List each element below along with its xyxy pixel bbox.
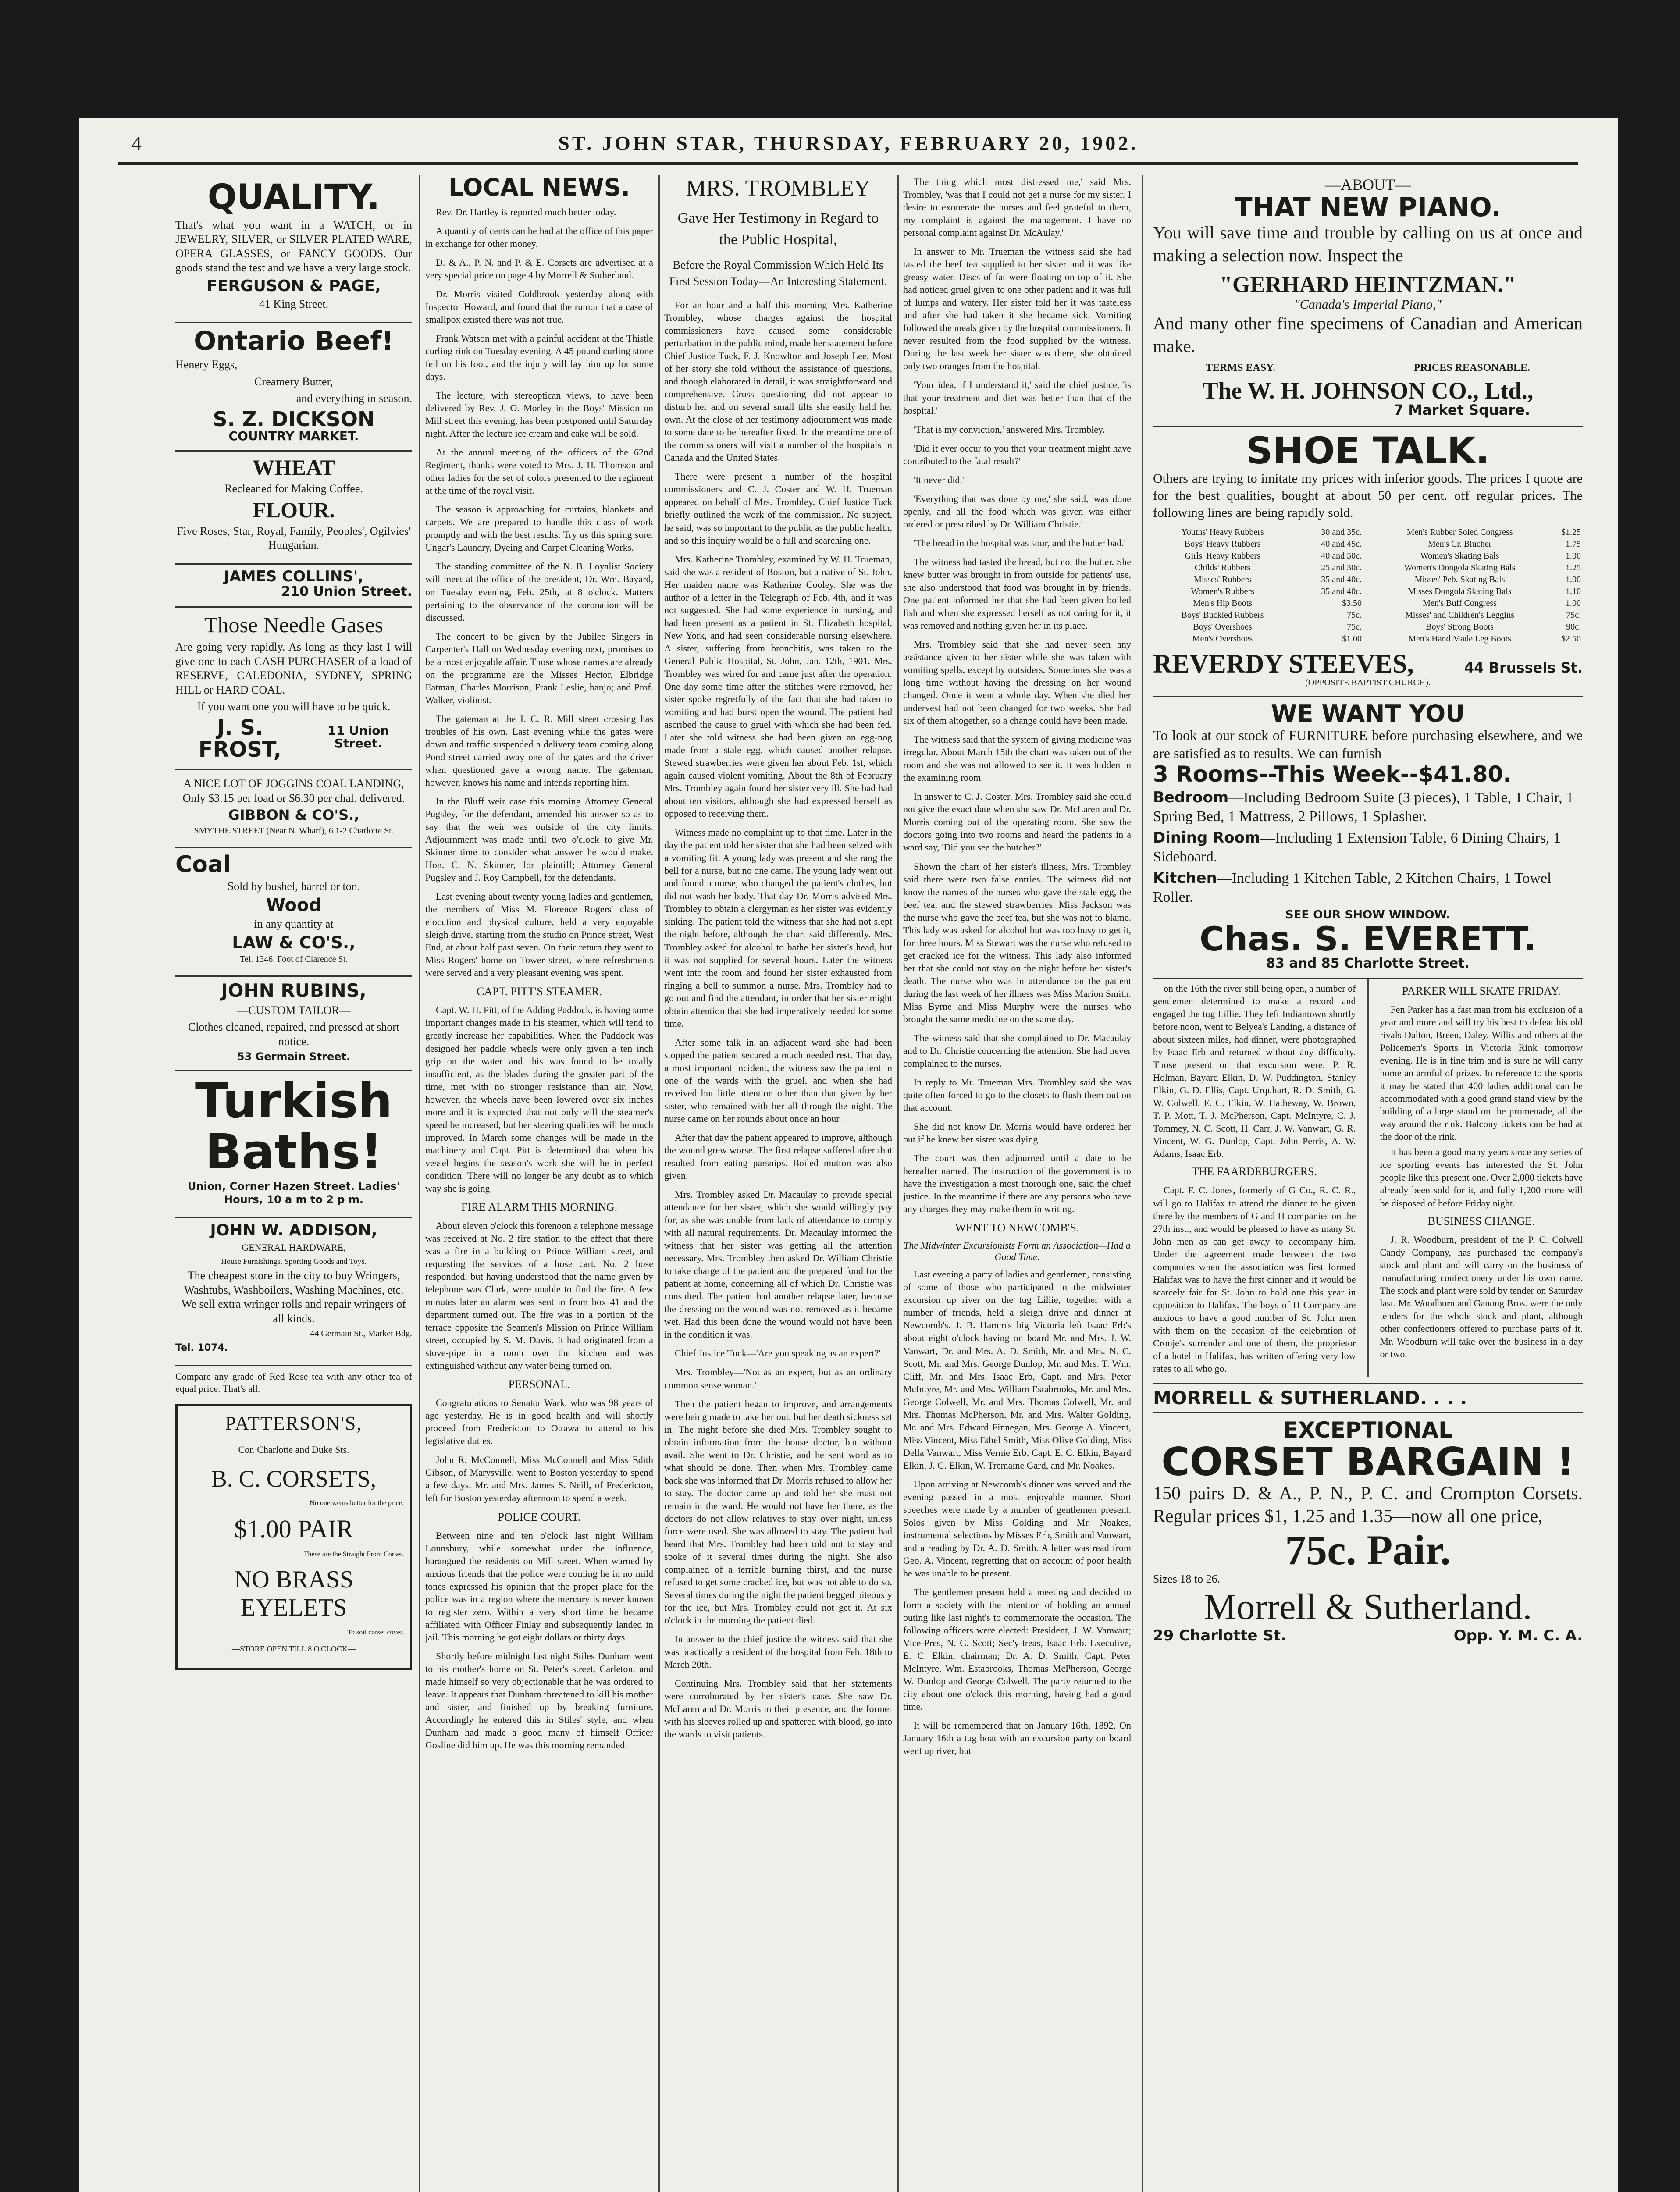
article-heading: BUSINESS CHANGE.: [1427, 1214, 1535, 1228]
ad-steeves-shoes: [1153, 427, 1583, 697]
ad-text: Union, Corner Hazen Street. Ladies' Hours, 10 a m to 2 p m.: [187, 1180, 400, 1206]
price-row: [1372, 621, 1583, 633]
ad-text: Are going very rapidly. As long as they last I will give one to each CASH PURCHASER of a load of RESERVE, CALEDONIA, SYDNEY, SPRING HILL or HARD COAL.: [175, 641, 412, 696]
article-heading: PERSONAL.: [508, 1378, 570, 1391]
article-heading: CAPT. PITT'S STEAMER.: [477, 985, 602, 998]
page-number: 4: [132, 132, 142, 154]
article-paragraph: 'That is my conviction,' answered Mrs. Trombley.: [914, 423, 1105, 435]
room-contents: —Including 1 Extension Table, 6 Dining Chairs, 1 Sideboard.: [1153, 830, 1561, 865]
article-paragraph: There were present a number of the hospital commissioners and C. J. Coster and W. H. Trueman appeared on behalf of Mrs. Trombley. Chief Justice Tuck briefly outlined the work of the commission. No subject, he said, was so important to the public as the public health, and so this inquiry would be a full and searching one.: [664, 471, 892, 546]
room-contents: —Including Bedroom Suite (3 pieces), 1 Table, 1 Chair, 1 Spring Bed, 1 Mattress, 2 Pillows, 1 Splasher.: [1153, 790, 1574, 825]
article-paragraph: About eleven o'clock this forenoon a telephone message was received at No. 2 fire station to the effect that there was a fire in a building on Prince William street, and requesting the services of a hose cart. No. 2 hose responded, but having understood that the name given by telephone was Clark, were unable to find the fire. A few minutes later an alarm was sent in from box 41 and the department turned out. The fire was in a portion of the terrace opposite the Seamen's Mission on Prince William street, occupied by S. M. Davis. It had originated from a stove-pipe in a room over the kitchen and was extinguished without any water being turned on.: [425, 1220, 653, 1371]
price-value: $2.50: [1561, 634, 1581, 644]
price-item: Childs' Rubbers: [1194, 563, 1251, 573]
article-deck: Gave Her Testimony in Regard to the Public Hospital,: [677, 210, 879, 248]
ads-column-left: [175, 175, 412, 1679]
price-item: Women's Skating Bals: [1420, 551, 1499, 561]
ad-gibbon: [175, 770, 412, 848]
trombley-article-column: [664, 175, 892, 1747]
price-item: Women's Rubbers: [1191, 587, 1254, 597]
price-row: [1372, 550, 1583, 562]
ad-advertiser: LAW & CO'S.,: [232, 932, 356, 952]
trombley-continued-column: [903, 175, 1131, 1763]
furniture-room: [1153, 829, 1583, 866]
article-paragraph: 'It never did.': [914, 474, 964, 485]
price-value: 90c.: [1566, 622, 1581, 632]
price-value: 1.10: [1566, 587, 1581, 597]
price-row: [1153, 550, 1363, 562]
ad-address: Cor. Charlotte and Duke Sts.: [238, 1444, 349, 1455]
article-paragraph: In reply to Mr. Trueman Mrs. Trombley said she was quite often forced to go to the closets to flush them out on that account.: [903, 1077, 1131, 1114]
price-value: $1.00: [1342, 634, 1362, 644]
ad-advertiser: Morrell & Sutherland.: [1203, 1586, 1532, 1627]
column-divider: [658, 175, 660, 2192]
ad-headline: EXCEPTIONAL: [1283, 1417, 1453, 1443]
ad-address: 44 Germain St., Market Bdg.: [310, 1329, 412, 1338]
ad-headline: Turkish: [195, 1073, 393, 1129]
price-item: Men's Buff Congress: [1423, 598, 1497, 608]
price-row: [1372, 598, 1583, 609]
price-item: Girls' Heavy Rubbers: [1185, 551, 1260, 561]
ad-address: 83 and 85 Charlotte Street.: [1266, 955, 1470, 971]
ad-address: 53 Germain Street.: [237, 1050, 351, 1063]
price-value: 1.00: [1566, 575, 1581, 585]
article-paragraph: Fen Parker has a fast man from his exclusion of a year and more and will try his best to defeat his old rivals Dalton, Breen, Daley, Willis and others at the Policemen's Sports in Victoria Rink tomorrow evening. He is in fine trim and is sure he will carry home an armful of prizes. In reference to the sports it may be stated that 400 ladies additional can be accommodated with a good grand stand view by the building of a large stand on the promenade, all the way around the rink. Balcony tickets can be had at the door of the rink.: [1380, 1004, 1583, 1142]
ad-headline: Ontario Beef!: [194, 326, 394, 357]
article-paragraph: Between nine and ten o'clock last night William Lounsbury, while somewhat under the influence, harangued the residents on Mill street. When warned by anxious friends that the police were coming he in no mild tones expressed his opinion that the proper place for the police was in a region where the mercury is never known to register zero. Within a very short time he became affiliated with Officer Finlay and subsequently landed in jail. This morning he got eight dollars or thirty days.: [425, 1530, 653, 1643]
price-row: [1153, 586, 1363, 598]
ad-subtitle: Sizes 18 to 26.: [1153, 1572, 1221, 1585]
furniture-room: [1153, 788, 1583, 826]
news-right-subcolumn: [1380, 979, 1583, 1377]
masthead: [79, 118, 1618, 171]
ad-headline: Those Needle Gases: [204, 612, 384, 637]
ad-item: Henery Eggs,: [175, 358, 238, 371]
price-row: [1153, 621, 1363, 633]
ad-advertiser: PATTERSON'S,: [225, 1412, 363, 1434]
ad-price: 75c. Pair.: [1285, 1526, 1451, 1573]
article-paragraph: 'The bread in the hospital was sour, and the butter bad.': [914, 537, 1126, 548]
ad-tagline: "Canada's Imperial Piano,": [1294, 297, 1442, 312]
news-item: Rev. Dr. Hartley is reported much better today.: [436, 206, 616, 217]
price-row: [1372, 527, 1583, 538]
price-item: Men's Rubber Soled Congress: [1406, 527, 1513, 537]
ad-advertiser: J. S. FROST,: [198, 715, 281, 762]
ad-text: That's what you want in a WATCH, or in JEWELRY, SILVER, or SILVER PLATED WARE, OPERA GLASSES, or FANCY GOODS. Our goods stand the test and we have a very large stock.: [175, 218, 412, 274]
article-paragraph: John R. McConnell, Miss McConnell and Miss Edith Gibson, of Marysville, went to Boston yesterday to spend a few days. Mr. and Mrs. James S. Neill, of Fredericton, left for Boston yesterday afternoon to spend a week.: [425, 1454, 653, 1504]
price-value: 40 and 45c.: [1321, 539, 1362, 549]
price-value: 1.75: [1566, 539, 1581, 549]
ad-headline: SHOE TALK.: [1246, 429, 1490, 472]
ad-address: 29 Charlotte St.: [1153, 1626, 1287, 1644]
section-heading: LOCAL NEWS.: [448, 175, 630, 201]
room-name: Kitchen: [1153, 869, 1217, 887]
column-divider: [897, 175, 899, 2192]
article-paragraph: 'Everything that was done by me,' she said, 'was done openly, and all the food which was given was either ordered or prescribed by Dr. William Christie.': [903, 493, 1131, 530]
column-divider: [419, 175, 420, 2192]
price-row: [1372, 562, 1583, 574]
ad-advertiser: MORRELL & SUTHERLAND. . . .: [1153, 1388, 1583, 1413]
ad-advertiser: S. Z. DICKSON: [213, 407, 375, 431]
price-row: [1153, 609, 1363, 621]
ad-text: And many other fine specimens of Canadian and American make.: [1153, 313, 1583, 356]
article-heading: PARKER WILL SKATE FRIDAY.: [1402, 985, 1561, 998]
price-list-left: [1153, 527, 1363, 645]
article-paragraph: Upon arriving at Newcomb's dinner was served and the evening passed in a most enjoyable manner. Short speeches were made by a number of gentlemen present. Solos given by Miss Golding and Mr. Noakes, instrumental selections by Misses Erb, Smith and Vanwart, and a reading by Dr. A. D. Smith. A letter was read from Geo. A. Vincent, regretting that on account of poor health he was unable to be present.: [903, 1478, 1131, 1579]
article-paragraph: Congratulations to Senator Wark, who was 98 years of age yesterday. He is in good health and will shortly proceed from Fredericton to Ottawa to attend to his legislative duties.: [425, 1397, 653, 1447]
price-value: $1.25: [1561, 527, 1581, 537]
masthead-rule: [118, 162, 1578, 165]
ad-advertiser: GIBBON & CO'S.,: [228, 807, 359, 824]
ad-price: $1.00 PAIR: [234, 1514, 353, 1543]
ad-text: To soil corset cover.: [347, 1628, 404, 1636]
ad-footer: —STORE OPEN TILL 8 O'CLOCK—: [232, 1644, 356, 1653]
ad-text: If you want one you will have to be quick.: [197, 700, 391, 713]
ad-morrell-sutherland: [1153, 1384, 1583, 1651]
news-item: In the Bluff weir case this morning Attorney General Pugsley, for the defendant, amended his answer so as to say that the weir was outside of the city limits. Adjournment was made until two o'clock to give Mr. Skinner time to consider what answer he would make. Hon. C. N. Skinner, for plaintiff; Attorney General Pugsley and J. Roy Campbell, for the defendants.: [425, 795, 653, 883]
column-divider: [1142, 175, 1143, 2192]
article-paragraph: Shortly before midnight last night Stiles Dunham went to his mother's home on St. Peter's street, Carleton, and made himself so very objectionable that he was ordered to leave. It appears that Dunham threatened to kill his mother and sister, and finished up by breaking furniture. Accordingly he entered this in Stiles' style, and when Dunham had made a good many of himself Officer Gosline did him up. He was this morning remanded.: [425, 1650, 653, 1751]
ad-headline: Coal: [175, 851, 231, 878]
article-paragraph: After some talk in an adjacent ward she had been stopped the patient secured a much needed rest. That day, a most important incident, the witness saw the patient in one of the wards with the gruel, and when she had received but little attention other than that given by her sister, who remained with her all through the night. The nurse came on her rounds about once an hour.: [664, 1036, 892, 1124]
price-row: [1372, 574, 1583, 586]
article-paragraph: After that day the patient appeared to improve, although the wound grew worse. The first relapse suffered after that resulted from eating parsnips. Boiled mutton was also given.: [664, 1132, 892, 1181]
article-paragraph: Mrs. Trombley—'Not as an expert, but as an ordinary common sense woman.': [664, 1366, 892, 1391]
ad-subtitle: COUNTRY MARKET.: [228, 428, 359, 443]
ad-subtitle: —CUSTOM TAILOR—: [237, 1003, 351, 1017]
article-paragraph: The witness had tasted the bread, but not the butter. She knew butter was brought in from outside for patients' use, she also understood that food was brought in by friends. One patient informed her that she had been given boiled fish and when she expressed herself as not caring for it, it was removed and nothing given her in its place.: [903, 556, 1131, 631]
news-item: A quantity of cents can be had at the office of this paper in exchange for other money.: [425, 225, 653, 249]
furniture-room: [1153, 869, 1583, 907]
ad-subtitle: GENERAL HARDWARE,: [242, 1242, 346, 1253]
ad-headline: NO BRASS EYELETS: [234, 1566, 354, 1621]
ad-text: To look at our stock of FURNITURE before purchasing elsewhere, and we are satisfied as to results. We can furnish: [1153, 727, 1583, 762]
ad-headline: WE WANT YOU: [1271, 700, 1465, 728]
ad-prices: PRICES REASONABLE.: [1413, 362, 1530, 374]
price-item: Boys' Buckled Rubbers: [1181, 610, 1264, 620]
price-row: [1153, 562, 1363, 574]
price-value: 35 and 40c.: [1321, 587, 1362, 597]
article-headline: MRS. TROMBLEY: [686, 176, 871, 201]
ad-item: and everything in season.: [296, 392, 412, 405]
article-deck: The Midwinter Excursionists Form an Association—Had a Good Time.: [904, 1240, 1131, 1263]
ad-offer: 3 Rooms--This Week--$41.80.: [1153, 761, 1512, 787]
ad-brand: "GERHARD HEINTZMAN.": [1220, 272, 1516, 297]
ad-headline: QUALITY.: [207, 178, 380, 217]
article-paragraph: Witness made no complaint up to that time. Later in the day the patient told her sister that she had been seized with a vomiting fit. A young lady was present and she rang the bell for a nurse, but no one came. The young lady went out and found a nurse, who changed the patient's clothes, but did not wash her body. That day Dr. Morris advised Mrs. Trombley to obtain a clergyman as her sister was evidently sinking. The patient told the witness that she had not slept the night before, although the chart said differently. Mrs. Trombley asked for alcohol to bathe her sister's head, but it was not supplied for several hours. Later the witness went into the room and found her sister exhausted from ringing a bell to summon a nurse. Mrs. Trombley had to go out and find the attendant, in order that her sister might obtain attention that she had imperatively needed for some time.: [664, 827, 892, 1029]
article-paragraph: For an hour and a half this morning Mrs. Katherine Trombley, whose charges against the hospital commissioners have caused some considerable perturbation in the public mind, made her statement before Chief Justice Tuck, F. J. Knowlton and Joseph Lee. Most of her story she told without the assistance of questions, and though elaborated in detail, it was straightforward and comprehensive. Cross questioning did not appear to disturb her and on several small tilts she easily held her own. At the close of her testimony adjournment was made to some date to be hereafter fixed. In the meantime one of the commissioners will visit a number of the hospitals in Canada and the United States.: [664, 299, 892, 463]
article-paragraph: Then the patient began to improve, and arrangements were being made to take her out, but her death sickness set in. The night before she died Mrs. Trombley sought to obtain information from the house doctor, but without avail. She went to Dr. Christie, and he sent word as to what should be done. Then when Mrs. Trombley came back she was informed that Dr. Morris refused to allow her to stay. The doctor came up and told her she must not remain in the ward. He would not have her there, as the doctors do not allow relatives to stay over night, unless force were used. She was allowed to stay. The patient had heard that Mrs. Trombley had been told not to stay and spoke of it several times during the night. She also complained of a terrible burning thirst, and the nurse refused to get some cracked ice, but was not able to do so. Several times during the night the patient begged piteously for the ice, but Mrs. Trombley could not get it. At six o'clock in the morning the patient died.: [664, 1398, 892, 1626]
room-name: Bedroom: [1153, 789, 1229, 807]
price-item: Misses' Rubbers: [1194, 575, 1251, 585]
article-paragraph: The court was then adjourned until a date to be hereafter named. The instruction of the government is to have the investigation a most thorough one, said the chief justice. In the meantime if there are any persons who have any charges they may make them in writing.: [903, 1153, 1131, 1215]
ad-text: Clothes cleaned, repaired, and pressed at short notice.: [188, 1021, 400, 1048]
article-paragraph: Mrs. Trombley said that she had never seen any assistance given to her sister while she was taken with vomiting spells, except by outsiders. Sometimes she was a long time without having the dressing on her wound changed. Once it went a whole day. When she died her undervest had not been changed for two weeks. She had six of them altogether, so a change could have been made.: [903, 639, 1131, 726]
article-paragraph: Continuing Mrs. Trombley said that her statements were corroborated by her sister's case. She saw Dr. McLaren and Dr. Morris in their presence, and the former with his sleeves rolled up and spattered with blood, go into the wards to visit patients.: [664, 1678, 892, 1740]
article-heading: WENT TO NEWCOMB'S.: [955, 1221, 1079, 1235]
price-value: 1.25: [1566, 563, 1581, 573]
article-paragraph: 'Your idea, if I understand it,' said the chief justice, 'is that your treatment and diet was better than that of the hospital.': [903, 379, 1131, 416]
article-paragraph: Capt. F. C. Jones, formerly of G Co., R. C. R., will go to Halifax to attend the dinner to be given there by the members of G and H companies on the 27th inst., and would be pleased to have as many St. John men as can get away to accompany him. Under the agreement made between the two companies when the association was first formed Halifax was to have the first dinner and it would be scarcely fair for St. John to hold one this year in opposition to Halifax. The boys of H Company are anxious to have a good number of St. John men with them on the occasion of the celebration of Cronje's surrender and one of them, the proprietor of a hotel in Halifax, has written offering very low rates to all who go.: [1153, 1185, 1356, 1374]
article-paragraph: The witness said that she complained to Dr. Macaulay and to Dr. Christie concerning the attention. She had never complained to the nurses.: [903, 1032, 1131, 1069]
ad-advertiser: JOHN RUBINS,: [221, 980, 367, 1002]
ad-text: You will save time and trouble by calling on us at once and making a selection now. Inspect the: [1153, 223, 1583, 265]
ad-text: No one wears better for the price.: [310, 1499, 404, 1507]
ad-text: Sold by bushel, barrel or ton.: [227, 879, 360, 893]
price-item: Men's Hip Boots: [1193, 598, 1252, 608]
article-heading: POLICE COURT.: [498, 1510, 581, 1523]
news-item: At the annual meeting of the officers of the 62nd Regiment, thanks were voted to Mrs. J. H. Thomson and other ladies for the set of colors presented to the regiment at the time of the royal visit.: [425, 447, 653, 496]
price-item: Misses Dongola Skating Bals: [1408, 587, 1512, 597]
article-paragraph: Last evening a party of ladies and gentlemen, consisting of some of those who participated in the midwinter excursion up river on the tug Lillie, together with a number of friends, held a sleigh drive and dinner at Newcomb's. J. B. Hamm's big Victoria left Isaac Erb's about eight o'clock having on board Mr. and Mrs. J. W. Vanwart, Dr. and Mrs. A. D. Smith, Mr. and Mrs. N. C. Scott, Mr. and Mrs. George Dunlop, Mr. and Mrs. T. Wm. Cliff, Mr. and Mrs. Isaac Erb, Capt. and Mrs. Peter McIntyre, Mr. and Mrs. William Estabrooks, Mr. and Mrs. George Colwell, Mr. and Mrs. Thomas Colwell, Mr. and Mrs. Thomas McPherson, Mr. and Mrs. Walter Golding, Mr. and Mrs. Edward Finnegan, Mrs. George A. Vincent, Miss Vincent, Miss Ethel Smith, Miss Olive Golding, Miss Della Vanwart, Miss Vernie Erb, Capt. E. C. Elkin, Bayard Elkin, J. G. Elkin, W. Tremaine Gard, and Mr. Noakes.: [903, 1269, 1131, 1471]
ad-item: Creamery Butter,: [254, 375, 333, 388]
news-item: Dr. Morris visited Coldbrook yesterday along with Inspector Howard, and found that the rumor that a case of smallpox existed there was not true.: [425, 288, 653, 325]
ad-law-coal: [175, 848, 412, 977]
price-item: Boys' Overshoes: [1193, 622, 1252, 632]
ad-address: 7 Market Square.: [1393, 402, 1530, 419]
ad-phone: Tel. 1074.: [175, 1342, 228, 1353]
price-item: Boys' Heavy Rubbers: [1184, 539, 1261, 549]
price-row: [1153, 598, 1363, 609]
ad-advertiser: JOHN W. ADDISON,: [210, 1221, 377, 1240]
article-paragraph: The witness said that the system of giving medicine was irregular. About March 15th the chart was taken out of the room and she was not allowed to see it. It was hidden in the examining room.: [903, 734, 1131, 783]
ad-headline: Wood: [266, 895, 322, 916]
ad-subtitle: (OPPOSITE BAPTIST CHURCH).: [1305, 678, 1431, 688]
price-item: Boys' Strong Boots: [1426, 622, 1494, 632]
news-two-column-block: [1153, 979, 1583, 1384]
ad-headline: CORSET BARGAIN !: [1161, 1439, 1574, 1484]
article-paragraph: J. R. Woodburn, president of the P. C. Colwell Candy Company, has purchased the company's stock and plant and will carry on the business of manufacturing confectionery under his own name. The stock and plant were sold by tender on Saturday last. Mr. Woodburn and Ganong Bros. were the only tenders for the whole stock and plant, although other confectioners offered to purchase parts of it. Mr. Woodburn will take over the business in a day or two.: [1380, 1234, 1583, 1359]
price-row: [1372, 609, 1583, 621]
article-paragraph: Shown the chart of her sister's illness, Mrs. Trombley said there were two false entries. The witness did not know the names of the nurses who gave the stale egg, the beef tea, and the stewed strawberries. Miss Jackson was the nurse who gave the beef tea, but she was not to blame. This lady was asked for alcohol but was too busy to get it, for three hours. Miss Stewart was the nurse who refused to get cracked ice for the witness. This lady also informed her that she could not stay on the night before her sister's death. The nurse who was in attendance on the patient during the last week of her illness was Miss Marion Smith. Miss Byrne and Miss Murphy were the nurses who brought the same medicine on the same day.: [903, 861, 1131, 1025]
ad-advertiser: The W. H. JOHNSON CO., Ltd.,: [1202, 377, 1534, 404]
ad-johnson-piano: [1153, 175, 1583, 427]
price-row: [1372, 586, 1583, 598]
price-item: Misses' and Children's Leggins: [1405, 610, 1514, 620]
price-value: 1.00: [1566, 598, 1581, 608]
price-row: [1153, 538, 1363, 550]
ad-turkish-baths: [175, 1071, 412, 1218]
price-value: 75c.: [1347, 622, 1362, 632]
local-news-column: [425, 175, 653, 1758]
article-paragraph: on the 16th the river still being open, a number of gentlemen determined to make a record and engaged the tug Lillie. They left Indiantown shortly before noon, went to Belyea's Landing, a distance of about sixteen miles, had dinner, were photographed by Isaac Erb and returned without any difficulty. Those present on that excursion were: P. R. Holman, Bayard Elkin, D. W. Puddington, Stanley Elkin, G. D. Ellis, Capt. Urquhart, R. D. Smith, G. W. Colwell, E. C. Elkin, W. Hatheway, W. Brown, T. P. Mott, T. J. McPherson, Capt. McIntyre, C. J. Tommey, N. C. Scott, H. Carr, J. W. Vanwart, G. R. Vincent, W. G. Dunlop, Capt. John Perris, A. W. Adams, Isaac Erb.: [1153, 983, 1356, 1160]
ad-address: 210 Union Street.: [281, 584, 412, 599]
news-item: The concert to be given by the Jubilee Singers in Carpenter's Hall on Wednesday evening next, promises to be a most enjoyable affair. Those whose names are already on the programme are the Misses Hector, Elbridge Eatman, Charles Morrison, Frank Leslie, banjo; and Prof. Walker, violinist.: [425, 630, 653, 705]
newspaper-page: [79, 118, 1618, 2192]
price-row: [1372, 633, 1583, 645]
price-value: 75c.: [1347, 610, 1362, 620]
price-row: [1372, 538, 1583, 550]
price-row: [1153, 633, 1363, 645]
ad-ferguson-page: [175, 175, 412, 323]
newspaper-dateline: ST. JOHN STAR, THURSDAY, FEBRUARY 20, 1902.: [558, 132, 1139, 154]
article-paragraph: Mrs. Katherine Trombley, examined by W. H. Trueman, said she was a resident of Boston, but a native of St. John. Her maiden name was Katherine Cooley. She was the author of a letter in the Telegraph of Feb. 4th, and it was not suggested. She had some experience in nursing, and had been present as a patient in St. Elizabeth hospital, New York, and had seen considerable nursing elsewhere. A sister, suffering from bronchitis, was taken to the General Public Hospital, St. John, Jan. 12th, 1901. Mrs. Trombley was wired for and came just after the operation. One day some time after the stitches were removed, her sister spoke regretfully of the fact that she had taken to vomiting and had burst open the wound. The patient had ascribed the cause to gruel with which she had been fed. Later she told witness she had been given an egg-nog made from a stale egg, which caused another relapse. Stewed strawberries were given her about Feb. 1st, which again caused violent vomiting. About the 8th of February Mrs. Trombley again found her sister very ill. She had had about ten visitors, although she had expressed herself as opposed to receiving them.: [664, 553, 892, 819]
ad-text: Five Roses, Star, Royal, Family, Peoples', Ogilvies' Hungarian.: [177, 524, 411, 552]
ad-address: 44 Brussels St.: [1464, 659, 1583, 676]
ad-patterson: [175, 1404, 412, 1670]
price-value: 30 and 35c.: [1321, 527, 1362, 537]
ad-text: These are the Straight Front Corset.: [303, 1550, 404, 1558]
news-item: D. & A., P. N. and P. & E. Corsets are advertised at a very special price on page 4 by Morrell & Sutherland.: [425, 256, 653, 281]
news-item: The gateman at the I. C. R. Mill street crossing has troubles of his own. Last evening while the gates were down and traffic suspended a delivery team coming along Pond street carried away one of the gates and the driver when questioned gave a wrong name. The gateman, however, knows his name and intends reporting him.: [425, 713, 653, 788]
price-value: 40 and 50c.: [1321, 551, 1362, 561]
price-item: Men's Hand Made Leg Boots: [1408, 634, 1511, 644]
ad-text: Recleaned for Making Coffee.: [224, 482, 363, 495]
ad-address: SMYTHE STREET (Near N. Wharf), 6 1-2 Charlotte St.: [194, 826, 394, 836]
ad-text: The cheapest store in the city to buy Wringers, Washtubs, Washboilers, Washing Machines, etc. We sell extra wringer rolls and repair wringers of all kinds.: [182, 1269, 406, 1325]
price-item: Misses' Peb. Skating Bals: [1414, 575, 1505, 585]
ad-kicker: —ABOUT—: [1325, 176, 1411, 193]
ad-headline: THAT NEW PIANO.: [1234, 192, 1502, 223]
article-paragraph: It has been a good many years since any series of ice sporting events has interested the St. John people like this present one. Over 2,000 tickets have already been sold for it, and fully 1,200 more will be disposed of before Friday night.: [1380, 1146, 1583, 1209]
price-value: 75c.: [1566, 610, 1581, 620]
price-item: Youths' Heavy Rubbers: [1181, 527, 1264, 537]
ad-everett-furniture: [1153, 697, 1583, 979]
news-item: Frank Watson met with a painful accident at the Thistle curling rink on Tuesday evening. A 45 pound curling stone fell on his foot, and the injury will lay him up for some days.: [425, 332, 653, 382]
news-left-subcolumn: [1153, 979, 1356, 1377]
ad-advertiser: Chas. S. EVERETT.: [1199, 919, 1536, 958]
ad-advertiser: REVERDY STEEVES,: [1153, 649, 1414, 679]
price-item: Men's Cr. Blucher: [1427, 539, 1492, 549]
ad-subtitle: House Furnishings, Sporting Goods and Toys.: [221, 1256, 367, 1266]
price-row: [1153, 527, 1363, 538]
news-item: The standing committee of the N. B. Loyalist Society will meet at the office of the president, Dr. Wm. Bayard, on Tuesday evening, Feb. 25th, at 8 o'clock. Matters pertaining to the observance of the coronation will be discussed.: [425, 561, 653, 623]
ad-text: A NICE LOT OF JOGGINS COAL LANDING, Only $3.15 per load or $6.30 per chal. delivered.: [182, 777, 405, 804]
ads-column-right: [1153, 175, 1583, 1651]
article-paragraph: The thing which most distressed me,' said Mrs. Trombley, 'was that I could not get a nurse for my sister. I desire to exonerate the nurses and feel grateful to them, my complaint is against the management. I have no personal complaint against Dr. McAulay.': [903, 176, 1131, 238]
news-item: The season is approaching for curtains, blankets and carpets. We are prepared to handle this class of work promptly and with the best results. Try us this spring sure. Ungar's Laundry, Dyeing and Carpet Cleaning Works.: [425, 504, 653, 553]
ad-headline: Baths!: [205, 1123, 383, 1180]
ad-text: in any quantity at: [254, 918, 334, 931]
article-paragraph: She did not know Dr. Morris would have ordered her out if he knew her sister was dying.: [903, 1121, 1131, 1145]
article-paragraph: In answer to Mr. Trueman the witness said she had tasted the beef tea supplied to her sister and it was like greasy water. Discs of fat were floating on top of it. She had noticed gruel given to one other patient and it was full of lumps and watery. Her sister told her it was tasteless and after she had taken it she became sick. Vomiting followed the meals given by the hospital commissioners. It never resulted from the food supplied by the witness. During the last week her sister was there, she obtained only two oranges from the hospital.: [903, 246, 1131, 372]
price-item: Women's Dongola Skating Bals: [1404, 563, 1516, 573]
ad-collins: [175, 565, 412, 608]
room-name: Dining Room: [1153, 829, 1260, 847]
ad-dickson: [175, 323, 412, 452]
ad-address: 11 Union Street.: [327, 723, 389, 751]
price-row: [1153, 574, 1363, 586]
article-paragraph: 'Did it ever occur to you that your treatment might have contributed to the fatal result?': [903, 442, 1131, 466]
ad-headline: FLOUR.: [253, 498, 335, 523]
ad-landmark: Opp. Y. M. C. A.: [1453, 1626, 1583, 1644]
ad-address: Tel. 1346. Foot of Clarence St.: [239, 954, 348, 964]
ad-terms: TERMS EASY.: [1206, 362, 1276, 374]
ad-addison: [175, 1218, 412, 1366]
article-heading: FIRE ALARM THIS MORNING.: [461, 1200, 618, 1213]
article-paragraph: In answer to the chief justice the witness said that she was practically a resident of the hospital from Feb. 18th to March 20th.: [664, 1633, 892, 1670]
ad-frost: [175, 608, 412, 770]
price-value: $3.50: [1342, 598, 1362, 608]
ad-text: 150 pairs D. & A., P. N., P. C. and Crompton Corsets. Regular prices $1, 1.25 and 1.35—now all one price,: [1153, 1483, 1583, 1527]
ad-rubins: [175, 977, 412, 1071]
ad-wheat-flour: [175, 452, 412, 565]
news-item: Last evening about twenty young ladies and gentlemen, the members of Miss M. Florence Rogers' class of elocution and physical culture, held a very enjoyable sleigh drive, starting from the studio on Prince street, West End, at about half past seven. On their return they went to Miss Rogers' home on Tower street, where refreshments were served and a very pleasant evening was spent.: [425, 891, 653, 979]
price-value: 1.00: [1566, 551, 1581, 561]
ad-headline: B. C. CORSETS,: [211, 1465, 377, 1492]
price-item: Men's Overshoes: [1192, 634, 1253, 644]
ad-advertiser: FERGUSON & PAGE,: [206, 277, 381, 295]
ad-subtitle: SEE OUR SHOW WINDOW.: [1285, 908, 1451, 922]
ad-headline: WHEAT: [253, 455, 335, 480]
price-value: 25 and 30c.: [1321, 563, 1362, 573]
article-deck: Before the Royal Commission Which Held Its First Session Today—An Interesting Statement.: [669, 258, 887, 288]
ad-advertiser: JAMES COLLINS',: [224, 567, 364, 585]
article-paragraph: Capt. W. H. Pitt, of the Adding Paddock, is having some important changes made in his steamer, which will tend to greatly increase her capabilities. When the Paddock was designed her paddle wheels were only given a ten inch grip on the water and this was found to be totally insufficient, as the blades during the greater part of the time, met with no stronger resistance than air. Now, however, the wheels have been lowered over six inches more and it is expected that not only will the steamer's speed be increased, but her steering qualities will be much improved. In March some changes will be made in the machinery and Capt. Pitt is determined that when his vessel begins the season's work she will be in perfect condition. There will no longer be any doubt as to which way she is going.: [425, 1004, 653, 1194]
ad-text: Others are trying to imitate my prices with inferior goods. The prices I quote are for the best qualities, bought at about 50 per cent. off regular prices. The following lines are being rapidly sold.: [1153, 471, 1583, 520]
article-paragraph: The gentlemen present held a meeting and decided to form a society with the intention of holding an annual outing like last night's to commemorate the occasion. The following officers were elected: President, J. W. Vanwart; Vice-Pres, N. C. Scott; Sec'y-treas, Isaac Erb. Executive, E. C. Elkin, chairman; Dr. A. D. Smith, Capt. Peter McIntyre, Wm. Estabrooks, Thomas McPherson, George W. Dunlop and George Colwell. The party returned to the city about one o'clock this morning, having had a good time.: [903, 1587, 1131, 1712]
article-paragraph: It will be remembered that on January 16th, 1892, On January 16th a tug boat with an excursion party on board went up river, but: [903, 1720, 1131, 1757]
ad-address: 41 King Street.: [259, 297, 329, 310]
red-rose-notice: Compare any grade of Red Rose tea with any other tea of equal price. That's all.: [175, 1370, 412, 1394]
news-item: The lecture, with stereoptican views, to have been delivered by Rev. J. O. Morley in the Boys' Mission on Mill street this evening, has been postponed until Saturday night. After the lecture ice cream and cake will be sold.: [425, 390, 653, 439]
article-paragraph: Mrs. Trombley asked Dr. Macaulay to provide special attendance for her sister, which she would willingly pay for, as she was unable from lack of attendance to comply with all natural requirements. Dr. Macaulay informed the witness that her sister was getting all the attention necessary. Mrs. Trombley then asked Dr. William Christie to take charge of the patient and the prepared food for the patient at home, concerning all of which Dr. Christie was consulted. The patient had another relapse later, because the dressing on the wound was not removed as it became wet. Had this been done the wound would not have been in the condition it was.: [664, 1189, 892, 1340]
article-paragraph: Chief Justice Tuck—'Are you speaking as an expert?': [675, 1348, 881, 1359]
room-contents: —Including 1 Kitchen Table, 2 Kitchen Chairs, 1 Towel Roller.: [1153, 870, 1552, 905]
article-paragraph: In answer to C. J. Coster, Mrs. Trombley said she could not give the exact date when she saw Dr. McLaren and Dr. Morris coming out of the operating room. She saw the doctors going into two rooms and heard the patients in a ward say, 'Did you see the butcher?': [903, 791, 1131, 853]
price-list-right: [1372, 527, 1583, 645]
article-heading: THE FAARDEBURGERS.: [1192, 1165, 1317, 1178]
column-divider: [1367, 979, 1369, 1377]
price-value: 35 and 40c.: [1321, 575, 1362, 585]
